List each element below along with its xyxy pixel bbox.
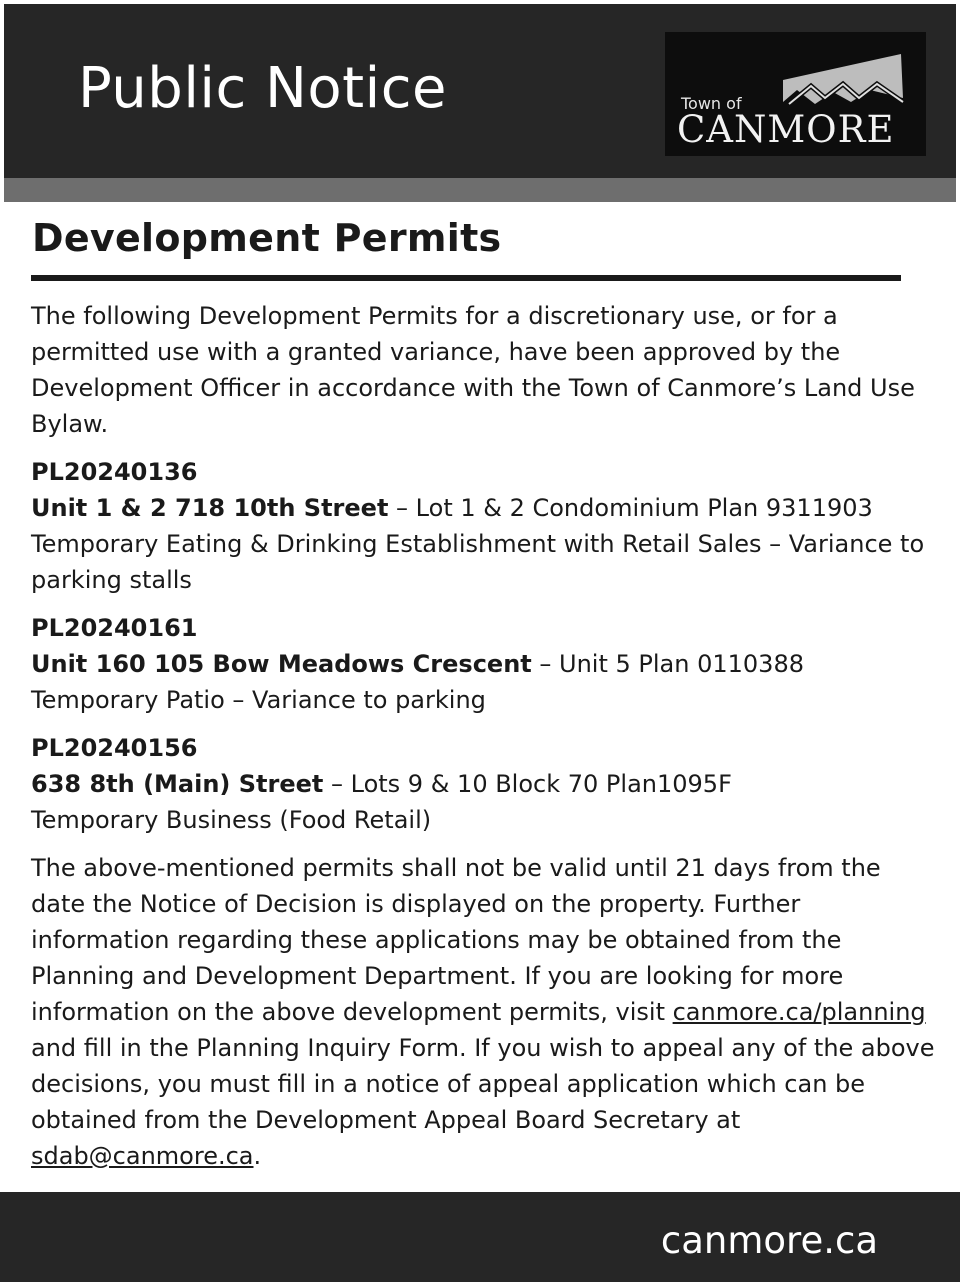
page-title: Public Notice [78, 56, 447, 121]
permit-legal: – Lots 9 & 10 Block 70 Plan1095F [323, 770, 732, 798]
title-underline [31, 275, 901, 281]
notice-body [31, 298, 936, 1174]
closing-text-3: . [253, 1142, 262, 1170]
permit-id: PL20240136 [31, 458, 198, 486]
permit-description: Temporary Business (Food Retail) [31, 806, 432, 834]
permit-id: PL20240161 [31, 614, 198, 642]
permit-id: PL20240156 [31, 734, 198, 762]
permit-street: Unit 1 & 2 718 10th Street [31, 494, 389, 522]
permit-entry [31, 454, 936, 598]
permit-address-line [31, 646, 936, 682]
permit-entry [31, 730, 936, 838]
permit-street: 638 8th (Main) Street [31, 770, 324, 798]
section-title: Development Permits [32, 216, 502, 260]
planning-link[interactable]: canmore.ca/planning [672, 998, 926, 1026]
logo-canmore-text: CANMORE [677, 108, 895, 151]
intro-paragraph: The following Development Permits for a discretionary use, or for a permitted use with a granted variance, have been approved by the Development Officer in accordance with the Town of Canmore’s Land Use Bylaw. [31, 302, 915, 438]
closing-text-1: The above-mentioned permits shall not be valid until 21 days from the date the Notice of Decision is displayed on the property. Further information regarding these applications may be obtained from the Planning and Development Department. If you are looking for more information on the above development permits, visit [31, 854, 881, 1026]
permit-description: Temporary Patio – Variance to parking [31, 686, 486, 714]
header-divider-band [4, 178, 956, 202]
email-link[interactable]: sdab@canmore.ca [31, 1142, 254, 1170]
permit-legal: – Lot 1 & 2 Condominium Plan 9311903 [388, 494, 873, 522]
permit-address-line [31, 490, 936, 526]
permit-street: Unit 160 105 Bow Meadows Crescent [31, 650, 532, 678]
closing-text-2: and fill in the Planning Inquiry Form. If you wish to appeal any of the above decisions, you must fill in a notice of appeal application which can be obtained from the Development Appeal Board Secretary at [31, 1034, 935, 1134]
permit-address-line [31, 766, 936, 802]
footer-website-link[interactable]: canmore.ca [660, 1219, 878, 1262]
permit-entry [31, 610, 936, 718]
footer-banner [0, 1192, 960, 1282]
header-banner [4, 4, 956, 178]
notice-content [4, 202, 956, 1190]
town-logo [665, 32, 926, 156]
logo-town-of-text: Town of [681, 94, 742, 113]
permit-legal: – Unit 5 Plan 0110388 [531, 650, 804, 678]
closing-paragraph [31, 850, 936, 1174]
permit-description: Temporary Eating & Drinking Establishment with Retail Sales – Variance to parking stalls [31, 530, 925, 594]
